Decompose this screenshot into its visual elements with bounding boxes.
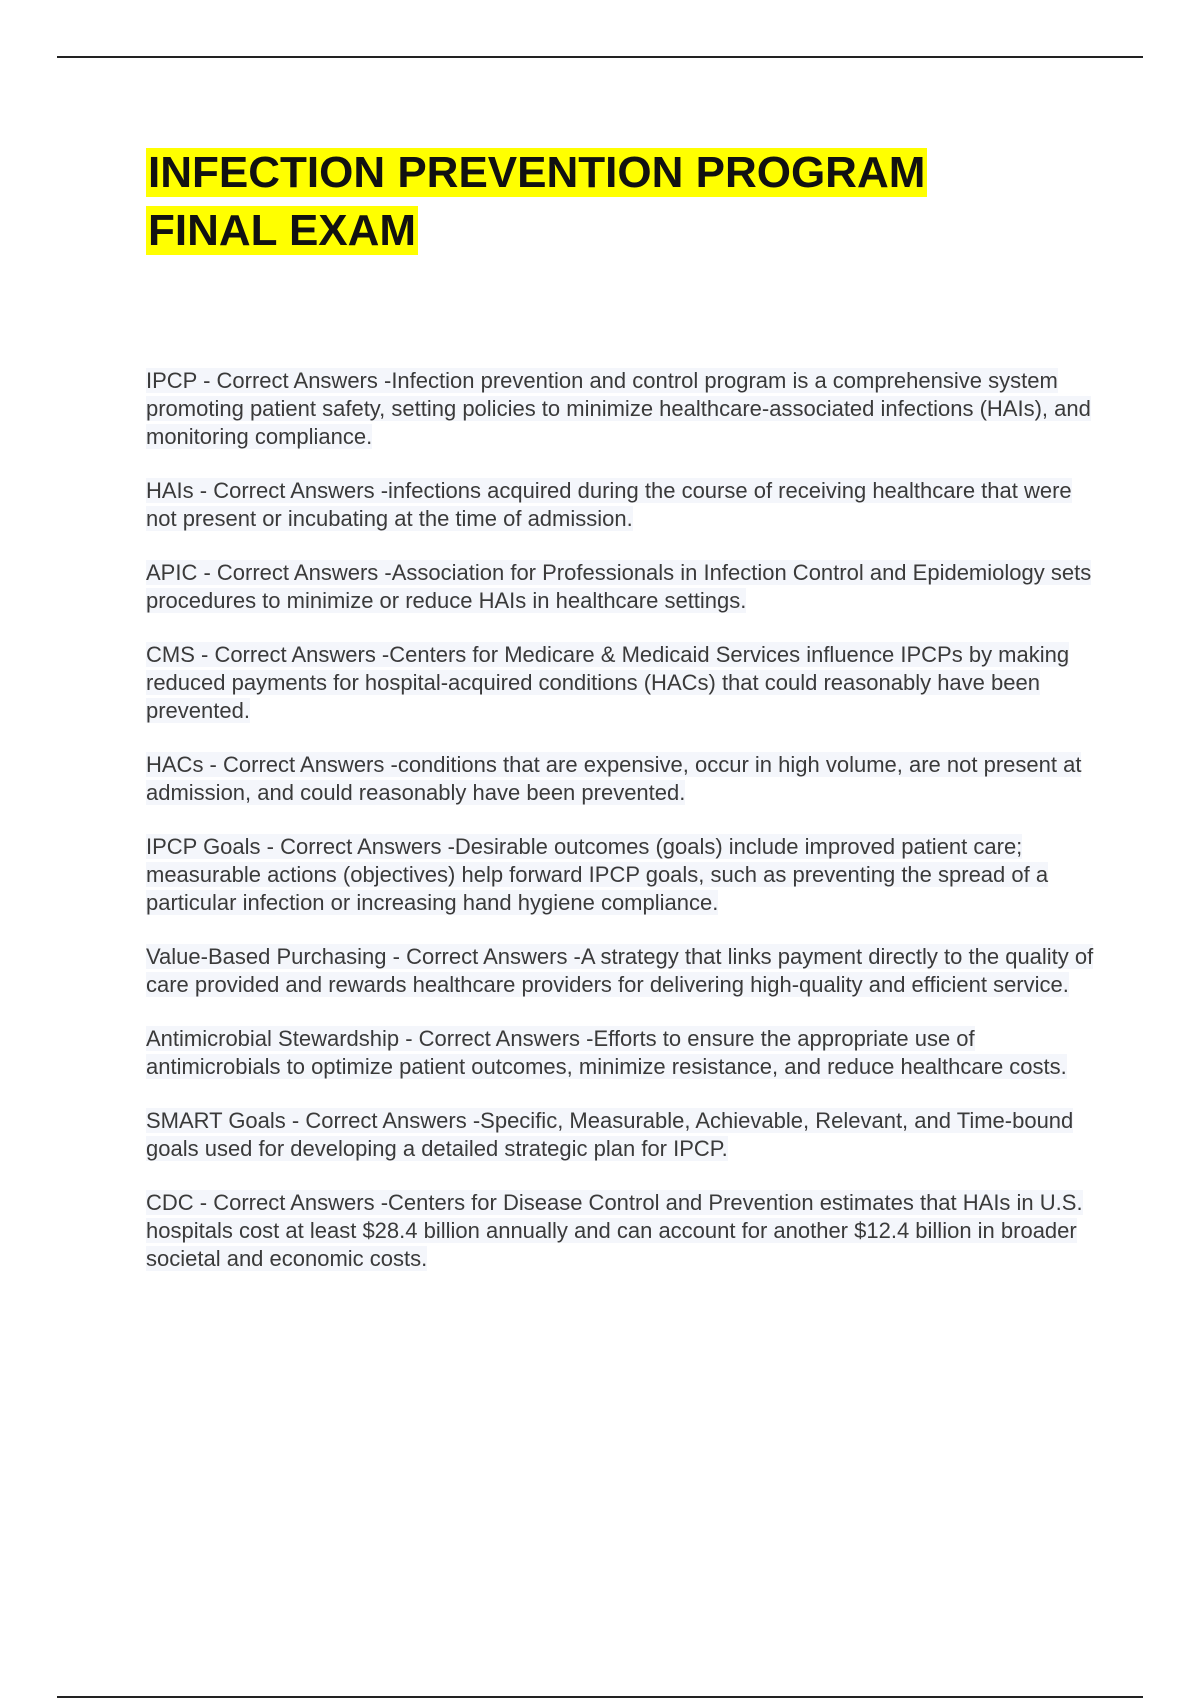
entry-text: CDC - Correct Answers -Centers for Disease Control and Prevention estimates that HAIs in U.S. hospitals cost at least $28.4 billion annually and can account for another $12.4 billion in broader societal and economic costs. <box>146 1190 1083 1271</box>
entry-text: Antimicrobial Stewardship - Correct Answers -Efforts to ensure the appropriate use of antimicrobials to optimize patient outcomes, minimize resistance, and reduce healthcare costs. <box>146 1026 1067 1079</box>
list-item <box>146 1025 1096 1081</box>
title-highlight: INFECTION PREVENTION PROGRAM FINAL EXAM <box>148 148 926 255</box>
entry-text: HAIs - Correct Answers -infections acquired during the course of receiving healthcare that were not present or incubating at the time of admission. <box>146 478 1072 531</box>
entry-text: HACs - Correct Answers -conditions that are expensive, occur in high volume, are not present at admission, and could reasonably have been prevented. <box>146 752 1082 805</box>
list-item <box>146 833 1096 917</box>
bottom-rule <box>57 1696 1143 1698</box>
entry-text: CMS - Correct Answers -Centers for Medicare & Medicaid Services influence IPCPs by making reduced payments for hospital-acquired conditions (HACs) that could reasonably have been prevented. <box>146 642 1070 723</box>
list-item <box>146 1189 1096 1273</box>
list-item <box>146 943 1096 999</box>
entry-text: SMART Goals - Correct Answers -Specific, Measurable, Achievable, Relevant, and Time-bound goals used for developing a detailed strategic plan for IPCP. <box>146 1108 1074 1161</box>
list-item <box>146 477 1096 533</box>
list-item <box>146 751 1096 807</box>
list-item <box>146 367 1096 451</box>
entry-text: IPCP - Correct Answers -Infection prevention and control program is a comprehensive system promoting patient safety, setting policies to minimize healthcare-associated infections (HAIs), and monitoring compliance. <box>146 368 1091 449</box>
entry-text: Value-Based Purchasing - Correct Answers -A strategy that links payment directly to the quality of care provided and rewards healthcare providers for delivering high-quality and efficient service. <box>146 944 1094 997</box>
answer-list <box>146 367 1096 1299</box>
page-title <box>146 144 1046 260</box>
list-item <box>146 1107 1096 1163</box>
list-item <box>146 559 1096 615</box>
entry-text: IPCP Goals - Correct Answers -Desirable outcomes (goals) include improved patient care; measurable actions (objectives) help forward IPCP goals, such as preventing the spread of a particular infection or increasing hand hygiene compliance. <box>146 834 1049 915</box>
entry-text: APIC - Correct Answers -Association for Professionals in Infection Control and Epidemiology sets procedures to minimize or reduce HAIs in healthcare settings. <box>146 560 1092 613</box>
list-item <box>146 641 1096 725</box>
top-rule <box>57 56 1143 58</box>
